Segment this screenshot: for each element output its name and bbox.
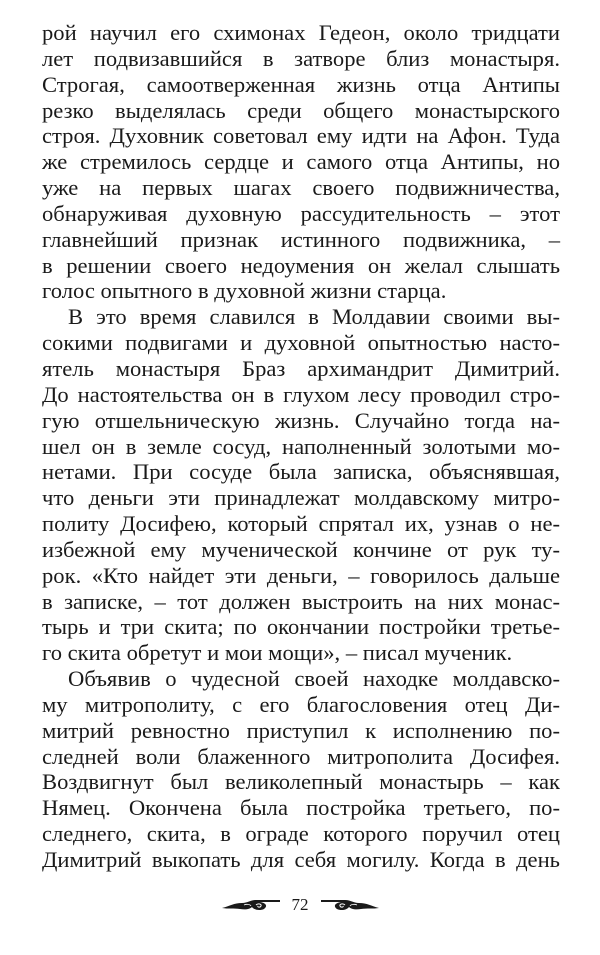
text-line: му митрополиту, с его благословения отец Ди- <box>42 691 560 717</box>
page-body <box>42 20 560 873</box>
text-line: В это время славился в Молдавии своими вы- <box>68 304 560 330</box>
text-line: следнего, скита, в ограде которого поручил отец <box>42 821 560 847</box>
paragraph-2 <box>42 304 560 666</box>
text-line: строя. Духовник советовал ему идти на Афон. Туда <box>42 123 560 149</box>
text-line: в решении своего недоумения он желал слышать <box>42 252 560 278</box>
text-line: же стремилось сердце и самого отца Антипы, но <box>42 149 560 175</box>
text-line: резко выделялась среди общего монастырского <box>42 97 560 123</box>
paragraph-1 <box>42 20 560 304</box>
text-line: уже на первых шагах своего подвижничества, <box>42 175 560 201</box>
text-line: Нямец. Окончена была постройка третьего, по- <box>42 795 560 821</box>
text-line: в записке, – тот должен выстроить на них монас- <box>42 588 560 614</box>
text-line: Строгая, самоотверженная жизнь отца Антипы <box>42 71 560 97</box>
text-line: гую отшельническую жизнь. Случайно тогда на- <box>42 407 560 433</box>
text-line: избежной ему мученической кончине от рук ту- <box>42 536 560 562</box>
text-line: Воздвигнут был великолепный монастырь – как <box>42 769 560 795</box>
text-line: го скита обретут и мои мощи», – писал мученик. <box>42 640 513 666</box>
text-line: обнаруживая духовную рассудительность – этот <box>42 200 560 226</box>
page-footer <box>0 895 600 915</box>
ornament-flourish-left-icon <box>220 897 282 913</box>
text-line: политу Досифею, который спрятал их, узнав о не- <box>42 511 560 537</box>
text-line: голос опытного в духовной жизни старца. <box>42 278 447 304</box>
text-line: нетами. При сосуде была записка, объяснявшая, <box>42 459 560 485</box>
text-line: ятель монастыря Браз архимандрит Димитрий. <box>42 355 560 381</box>
ornament-flourish-right-icon <box>319 897 381 913</box>
text-line: митрий ревностно приступил к исполнению по- <box>42 717 560 743</box>
text-line: лет подвизавшийся в затворе близ монастыря. <box>42 45 560 71</box>
text-line: тырь и три скита; по окончании постройки третье- <box>42 614 560 640</box>
paragraph-3 <box>42 666 560 873</box>
text-line: До настоятельства он в глухом лесу проводил стро- <box>42 381 560 407</box>
text-line: следней воли блаженного митрополита Досифея. <box>42 743 560 769</box>
text-line: Димитрий выкопать для себя могилу. Когда в день <box>42 847 560 872</box>
text-line: Объявив о чудесной своей находке молдавско- <box>68 666 560 692</box>
text-line: что деньги эти принадлежат молдавскому митро- <box>42 485 560 511</box>
page-number: 72 <box>291 895 309 914</box>
text-line: шел он в земле сосуд, наполненный золотыми мо- <box>42 433 560 459</box>
text-line: сокими подвигами и духовной опытностью насто- <box>42 330 560 356</box>
text-line: главнейший признак истинного подвижника, – <box>42 226 560 252</box>
text-line: рой научил его схимонах Гедеон, около тридцати <box>42 20 560 45</box>
text-line: рок. «Кто найдет эти деньги, – говорилось дальше <box>42 562 560 588</box>
